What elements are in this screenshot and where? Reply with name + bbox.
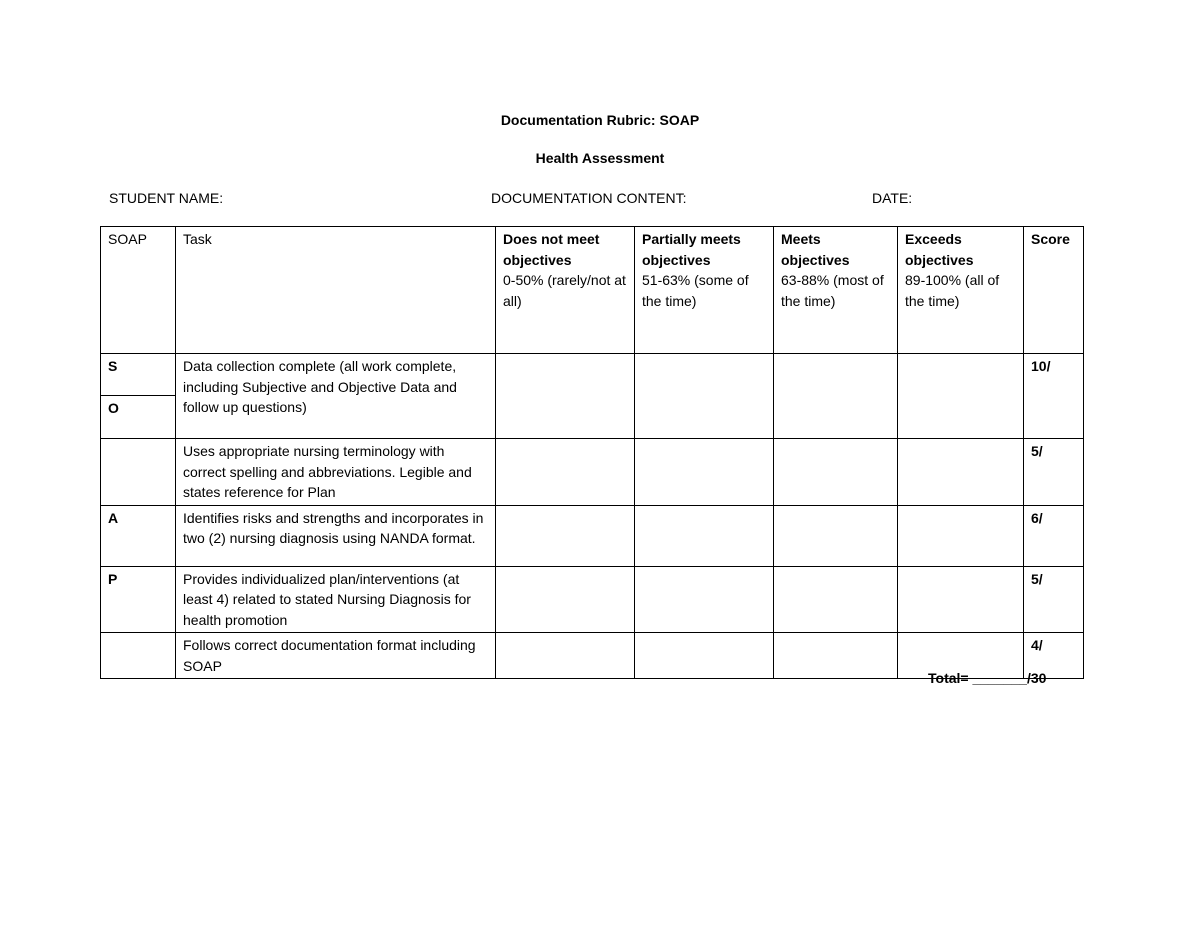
table-row: [101, 439, 1084, 506]
task-cell: Data collection complete (all work complete, including Subjective and Objective Data and follow up questions): [176, 354, 496, 439]
header-exceeds: [898, 227, 1024, 354]
rating-cell: [635, 566, 774, 633]
header-soap: SOAP: [101, 227, 176, 354]
soap-cell-p: P: [101, 566, 176, 633]
rating-cell: [635, 505, 774, 566]
rubric-table: [100, 226, 1084, 679]
rating-cell: [496, 566, 635, 633]
soap-cell: [101, 633, 176, 679]
table-row: [101, 354, 1084, 396]
task-cell: Follows correct documentation format including SOAP: [176, 633, 496, 679]
rating-cell: [774, 354, 898, 439]
rating-cell: [496, 633, 635, 679]
rating-cell: [635, 354, 774, 439]
header-partially-meets-title: Partially meets objectives: [642, 231, 741, 268]
table-row: [101, 505, 1084, 566]
rating-cell: [635, 633, 774, 679]
page-subtitle: Health Assessment: [535, 150, 665, 166]
header-does-not-meet-desc: 0-50% (rarely/not at all): [503, 272, 626, 309]
table-header-row: [101, 227, 1084, 354]
rating-cell: [496, 505, 635, 566]
task-cell: Uses appropriate nursing terminology with correct spelling and abbreviations. Legible and states reference for Plan: [176, 439, 496, 506]
score-cell: 6/: [1024, 505, 1084, 566]
header-exceeds-desc: 89-100% (all of the time): [905, 272, 1000, 309]
header-partially-meets-desc: 51-63% (some of the time): [642, 272, 749, 309]
page-title: Documentation Rubric: SOAP: [500, 112, 700, 128]
rating-cell: [774, 633, 898, 679]
documentation-content-label: DOCUMENTATION CONTENT:: [491, 190, 687, 206]
rating-cell: [496, 354, 635, 439]
header-meets: [774, 227, 898, 354]
rating-cell: [898, 505, 1024, 566]
header-task: Task: [176, 227, 496, 354]
header-score: Score: [1024, 227, 1084, 354]
header-does-not-meet: [496, 227, 635, 354]
date-label: DATE:: [872, 190, 913, 206]
rating-cell: [898, 439, 1024, 506]
rating-cell: [635, 439, 774, 506]
header-meets-desc: 63-88% (most of the time): [781, 272, 884, 309]
header-meets-title: Meets objectives: [781, 231, 850, 268]
rating-cell: [774, 505, 898, 566]
rating-cell: [898, 566, 1024, 633]
total-score: Total= _______/30: [928, 670, 1047, 686]
header-does-not-meet-title: Does not meet objectives: [503, 231, 600, 268]
soap-cell: [101, 439, 176, 506]
header-exceeds-title: Exceeds objectives: [905, 231, 974, 268]
score-cell: 5/: [1024, 566, 1084, 633]
score-cell: 4/: [1024, 633, 1084, 679]
rating-cell: [774, 439, 898, 506]
score-cell: 5/: [1024, 439, 1084, 506]
score-cell: 10/: [1024, 354, 1084, 439]
soap-cell-a: A: [101, 505, 176, 566]
soap-cell-o: O: [101, 396, 176, 439]
student-name-label: STUDENT NAME:: [109, 190, 224, 206]
header-partially-meets: [635, 227, 774, 354]
table-row: [101, 566, 1084, 633]
soap-cell-s: S: [101, 354, 176, 396]
rating-cell: [774, 566, 898, 633]
task-cell: Provides individualized plan/interventions (at least 4) related to stated Nursing Diagnosis for health promotion: [176, 566, 496, 633]
rating-cell: [496, 439, 635, 506]
task-cell: Identifies risks and strengths and incorporates in two (2) nursing diagnosis using NANDA format.: [176, 505, 496, 566]
rating-cell: [898, 354, 1024, 439]
